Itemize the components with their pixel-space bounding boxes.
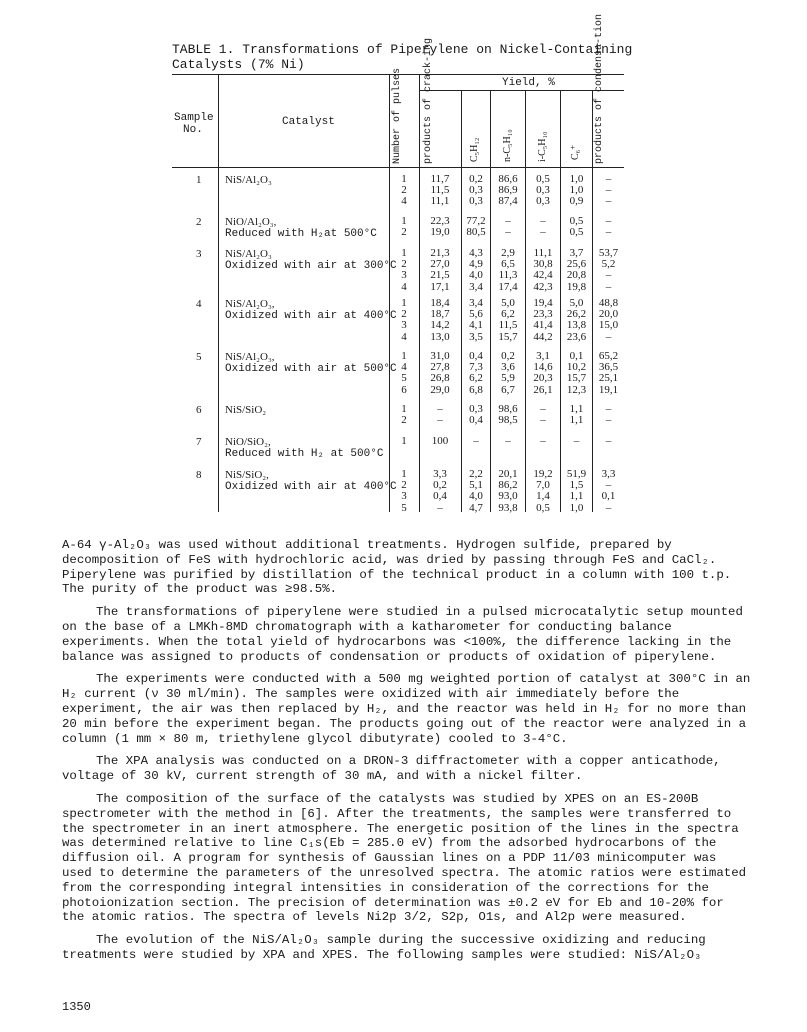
- catalyst-line: NiS/SiO₂: [225, 404, 267, 416]
- value: 22,3: [430, 215, 450, 227]
- value: 31,0: [430, 350, 450, 362]
- caption-line-1: TABLE 1. Transformations of Piperylene on Nickel-Containing: [172, 42, 633, 57]
- value: 11,5: [498, 319, 518, 332]
- value: 53,7: [598, 247, 619, 259]
- value: –: [540, 403, 546, 415]
- value: 48,8: [598, 297, 619, 309]
- catalyst-line: NiS/SiO₂,: [225, 469, 269, 481]
- value: 0,2: [433, 479, 447, 492]
- value: –: [605, 280, 612, 293]
- value-cell-n: [491, 404, 525, 426]
- value: 0,3: [536, 195, 550, 208]
- value: 5,9: [501, 372, 515, 385]
- value-cell-crack: [420, 469, 460, 514]
- value: 0,3: [536, 184, 550, 197]
- value: 23,6: [566, 330, 587, 343]
- value: 0,4: [433, 490, 447, 503]
- value: 13,0: [430, 330, 450, 343]
- value-cell-crack: [420, 351, 460, 396]
- value: 2,9: [501, 247, 515, 259]
- catalyst-line: Oxidized with air at 300°C: [225, 260, 397, 272]
- value-cell-pulses: [390, 248, 418, 293]
- value: 4,0: [469, 269, 483, 282]
- value: 3,3: [433, 468, 447, 480]
- value: 4,3: [469, 247, 483, 259]
- value-cell-n: [491, 248, 525, 293]
- catalyst-line: NiO/SiO₂,: [225, 436, 271, 448]
- value: 29,0: [430, 383, 450, 396]
- value: 0,3: [469, 403, 483, 415]
- value: 3,4: [469, 280, 483, 293]
- value-cell-crack: [420, 298, 460, 343]
- sample-number: 3: [196, 248, 202, 260]
- value-cell-c6: [561, 174, 592, 208]
- value-cell-crack: [420, 216, 460, 238]
- paragraph: The transformations of piperylene were studied in a pulsed microcatalytic setup mounted on the base of a LMKh-8MD chromatograph with a katharometer for conducting balance experiments. When the total yield of hydrocarbons was <100%, the difference lacking in the balance was assigned to products of condensation or products of oxidation of piperylene.: [62, 605, 743, 664]
- sample-number: 2: [196, 216, 202, 228]
- value: 15,7: [566, 372, 587, 385]
- value-cell-cond: [593, 298, 624, 343]
- value: –: [437, 403, 443, 415]
- value: 80,5: [466, 226, 486, 239]
- catalyst-line: NiS/Al₂O₃: [225, 174, 272, 186]
- value-cell-i: [526, 404, 560, 426]
- value: 3,6: [501, 361, 515, 374]
- catalyst-line: Reduced with H₂at 500°C: [225, 228, 377, 240]
- value-cell-c5h12: [462, 469, 490, 514]
- catalyst-cell: [225, 248, 397, 272]
- catalyst-line: Reduced with H₂ at 500°C: [225, 448, 384, 460]
- value-cell-c5h12: [462, 436, 490, 447]
- value: 15,7: [498, 330, 518, 343]
- header-no: No.: [183, 124, 203, 136]
- value-cell-n: [491, 216, 525, 238]
- value-cell-cond: [593, 174, 624, 208]
- value-cell-n: [491, 298, 525, 343]
- catalyst-cell: [225, 351, 397, 375]
- value: –: [505, 435, 511, 447]
- paragraph: The evolution of the NiS/Al₂O₃ sample during the successive oxidizing and reducing treatments were studied by XPA and XPES. The following samples were studied: NiS/Al₂O₃: [62, 933, 706, 962]
- value: 21,3: [430, 247, 450, 259]
- value-cell-cond: [593, 351, 624, 396]
- value-cell-pulses: [390, 404, 418, 426]
- page-number: 1350: [62, 1000, 91, 1014]
- catalyst-cell: [225, 174, 272, 186]
- value: 21,5: [430, 269, 450, 282]
- value-cell-crack: [420, 436, 460, 447]
- value: 0,2: [501, 350, 515, 362]
- value-cell-pulses: [390, 298, 418, 343]
- value: 1: [401, 435, 407, 447]
- value-cell-crack: [420, 248, 460, 293]
- value: 18,7: [430, 308, 450, 321]
- value: 30,8: [533, 258, 553, 271]
- value: 25,1: [598, 372, 619, 385]
- header-c6plus: C₆⁺: [570, 144, 581, 160]
- value: 10,2: [566, 361, 587, 374]
- value: 5,2: [601, 258, 616, 271]
- value: 4: [401, 280, 407, 293]
- value: 1: [401, 403, 407, 415]
- value: 0,2: [469, 173, 483, 185]
- catalyst-cell: [225, 469, 397, 493]
- value-cell-c5h12: [462, 351, 490, 396]
- value: 4,7: [469, 501, 483, 514]
- value-cell-i: [526, 174, 560, 208]
- value-cell-c5h12: [462, 216, 490, 238]
- value-cell-cond: [593, 216, 624, 238]
- value: 6,2: [501, 308, 515, 321]
- value: 0,5: [536, 501, 550, 514]
- value: 26,8: [430, 372, 450, 385]
- value-cell-cond: [593, 469, 624, 514]
- value-cell-pulses: [390, 469, 418, 514]
- value: 1: [401, 350, 407, 362]
- value: 2,2: [469, 468, 483, 480]
- value-cell-c6: [561, 351, 592, 396]
- value: 5,1: [469, 479, 483, 492]
- value: 1,1: [569, 403, 584, 415]
- header-sample: Sample: [174, 112, 214, 124]
- body-text: [62, 538, 752, 971]
- value: 19,0: [430, 226, 450, 239]
- value: 6,8: [469, 383, 483, 396]
- value: 26,2: [566, 308, 587, 321]
- value: 20,8: [566, 269, 587, 282]
- sample-number: 5: [196, 351, 202, 363]
- value: 27,0: [430, 258, 450, 271]
- value: 1,0: [569, 184, 584, 197]
- value: 0,1: [569, 350, 584, 362]
- value: 0,1: [601, 490, 616, 503]
- catalyst-line: NiS/Al₂O₃,: [225, 351, 275, 363]
- value: 1,1: [569, 490, 584, 503]
- value-cell-n: [491, 436, 525, 447]
- catalyst-cell: [225, 216, 377, 240]
- value: 0,4: [469, 350, 483, 362]
- value: 4: [401, 195, 407, 208]
- value: 11,3: [498, 269, 518, 282]
- value: 15,0: [598, 319, 619, 332]
- value: –: [437, 501, 443, 514]
- catalyst-cell: [225, 404, 266, 416]
- sample-number: 7: [196, 436, 202, 448]
- value-cell-c6: [561, 216, 592, 238]
- value: 17,1: [430, 280, 450, 293]
- value: 19,8: [566, 280, 587, 293]
- value: 19,1: [598, 383, 619, 396]
- value: 19,2: [533, 468, 553, 480]
- value: 0,3: [469, 195, 483, 208]
- value: –: [505, 226, 511, 239]
- value: 5,6: [469, 308, 483, 321]
- value-cell-c5h12: [462, 298, 490, 343]
- value: 1: [401, 247, 407, 259]
- value: 3,5: [469, 330, 483, 343]
- value-cell-n: [491, 469, 525, 514]
- value: –: [605, 414, 612, 427]
- value: 77,2: [466, 215, 486, 227]
- value-cell-c5h12: [462, 248, 490, 293]
- value: 2: [401, 226, 407, 239]
- value: 1,0: [569, 501, 584, 514]
- value-cell-c6: [561, 248, 592, 293]
- value: 7,0: [536, 479, 550, 492]
- value: 4,1: [469, 319, 483, 332]
- value-cell-i: [526, 248, 560, 293]
- sample-number: 1: [196, 174, 202, 186]
- value: 1: [401, 173, 407, 185]
- value: 5,0: [501, 297, 515, 309]
- value: 3,3: [601, 468, 616, 480]
- header-nc5h10: n-C₅H₁₀: [502, 129, 513, 162]
- value: –: [605, 173, 612, 185]
- value: 20,1: [498, 468, 518, 480]
- sample-number: 6: [196, 404, 202, 416]
- value: 7,3: [469, 361, 483, 374]
- value: 27,8: [430, 361, 450, 374]
- value: –: [540, 414, 546, 427]
- value: –: [605, 226, 612, 239]
- value-cell-c6: [561, 469, 592, 514]
- catalyst-line: Oxidized with air at 400°C: [225, 310, 397, 322]
- value: 14,2: [430, 319, 450, 332]
- value: 0,9: [569, 195, 584, 208]
- value: –: [605, 215, 612, 227]
- value: –: [605, 479, 612, 492]
- value: 19,4: [533, 297, 553, 309]
- value: 3: [401, 490, 407, 503]
- value: 0,5: [536, 173, 550, 185]
- header-ic5h10: i-C₅H₁₀: [537, 131, 548, 162]
- value: 5: [401, 372, 407, 385]
- header-yield: Yield, %: [502, 77, 555, 89]
- header-catalyst: Catalyst: [282, 116, 335, 128]
- value: 11,7: [430, 173, 450, 185]
- value: 4,0: [469, 490, 483, 503]
- value: –: [605, 195, 612, 208]
- value: 5,0: [569, 297, 584, 309]
- value: 4: [401, 330, 407, 343]
- value: 20,3: [533, 372, 553, 385]
- value: 42,4: [533, 269, 553, 282]
- value: –: [473, 435, 479, 447]
- value: 0,3: [469, 184, 483, 197]
- value-cell-c6: [561, 436, 592, 447]
- value-cell-i: [526, 351, 560, 396]
- value: 6: [401, 383, 407, 396]
- value: 3,4: [469, 297, 483, 309]
- value: 23,3: [533, 308, 553, 321]
- value: –: [437, 414, 443, 427]
- value: –: [605, 269, 612, 282]
- value-cell-crack: [420, 174, 460, 208]
- value: –: [605, 184, 612, 197]
- value-cell-cond: [593, 248, 624, 293]
- catalyst-cell: [225, 298, 397, 322]
- catalyst-line: NiS/Al₂O₃,: [225, 298, 275, 310]
- value: 2: [401, 258, 407, 271]
- value: 86,6: [498, 173, 518, 185]
- sample-number: 8: [196, 469, 202, 481]
- value: 1: [401, 468, 407, 480]
- value: –: [605, 403, 612, 415]
- value: 4,9: [469, 258, 483, 271]
- value: 93,0: [498, 490, 518, 503]
- value: 1,1: [569, 414, 584, 427]
- value-cell-c6: [561, 298, 592, 343]
- value: 2: [401, 479, 407, 492]
- value-cell-c5h12: [462, 174, 490, 208]
- value: 6,2: [469, 372, 483, 385]
- sample-number: 4: [196, 298, 202, 310]
- value: 6,7: [501, 383, 515, 396]
- value: 1,0: [569, 173, 584, 185]
- value: 36,5: [598, 361, 619, 374]
- value: 42,3: [533, 280, 553, 293]
- catalyst-line: NiO/Al₂O₃,: [225, 216, 277, 228]
- value-cell-cond: [593, 404, 624, 426]
- value: –: [540, 226, 546, 239]
- value-cell-i: [526, 216, 560, 238]
- value: 1: [401, 215, 407, 227]
- value: 17,4: [498, 280, 518, 293]
- value: 26,1: [533, 383, 553, 396]
- value-cell-n: [491, 351, 525, 396]
- value: 1: [401, 297, 407, 309]
- catalyst-line: NiS/Al₂O₃: [225, 248, 272, 260]
- value: 93,8: [498, 501, 518, 514]
- value: 12,3: [566, 383, 587, 396]
- header-pulses: Number of pulses: [392, 67, 403, 164]
- value-cell-n: [491, 174, 525, 208]
- value: –: [540, 435, 546, 447]
- value-cell-pulses: [390, 351, 418, 396]
- header-condensation: products of condensa-tion: [594, 13, 605, 164]
- value: 98,5: [498, 414, 518, 427]
- value: 11,1: [430, 195, 450, 208]
- value: 0,5: [569, 226, 584, 239]
- value: –: [540, 215, 546, 227]
- paragraph: The composition of the surface of the catalysts was studied by XPES on an ES-200B spectrometer with the method in [6]. After the treatments, the samples were transferred to the spectrometer in an inert atmosphere. The energetic position of the lines in the spectra was determined relative to line C₁s(Eb = 285.0 eV) from the adsorbed hydrocarbons of the diffusion oil. A program for synthesis of Gaussian lines on a PDP 11/03 minicomputer was used to determine the parameters of the unresolved spectra. The atomic ratios were estimated from the corresponding integral intensities in consideration of the corrections for the photoionization section. The precision of determination was ±0.2 eV for Eb and 10-20% for the atomic ratios. The spectra of levels Ni2p 3/2, S2p, O1s, and Al2p were measured.: [62, 791, 747, 925]
- value-cell-cond: [593, 436, 624, 447]
- value: 2: [401, 414, 407, 427]
- value: 44,2: [533, 330, 553, 343]
- value: 11,5: [430, 184, 450, 197]
- value: 86,9: [498, 184, 518, 197]
- value: 41,4: [533, 319, 553, 332]
- value: 0,4: [469, 414, 483, 427]
- value-cell-pulses: [390, 174, 418, 208]
- value: 20,0: [598, 308, 619, 321]
- value: 51,9: [566, 468, 587, 480]
- catalyst-line: Oxidized with air at 500°C: [225, 363, 397, 375]
- value-cell-i: [526, 436, 560, 447]
- header-cracking: products of crack-ing: [423, 37, 434, 164]
- value: 2: [401, 184, 407, 197]
- value-cell-i: [526, 469, 560, 514]
- value: –: [505, 215, 511, 227]
- value-cell-pulses: [390, 216, 418, 238]
- value: 86,2: [498, 479, 518, 492]
- header-c5h12: C₅H₁₂: [469, 137, 480, 162]
- value: 3,7: [569, 247, 584, 259]
- paragraph: A-64 γ-Al₂O₃ was used without additional treatments. Hydrogen sulfide, prepared by decomposition of FeS with hydrochloric acid, was dried by passing through FeS and CaCl₂. Piperylene was purified by distillation of the technical product in a column with 100 t.p. The purity of the product was ≥98.5%.: [62, 538, 732, 597]
- value: 100: [431, 435, 449, 447]
- value: 1,5: [569, 479, 584, 492]
- value: 3: [401, 319, 407, 332]
- value: 2: [401, 308, 407, 321]
- paragraph: The XPA analysis was conducted on a DRON-3 diffractometer with a copper anticathode, voltage of 30 kV, current strength of 30 mA, and with a nickel filter.: [62, 754, 721, 784]
- value: 87,4: [498, 195, 518, 208]
- value: 13,8: [566, 319, 587, 332]
- value: –: [573, 435, 580, 447]
- value: 3,1: [536, 350, 550, 362]
- value-cell-c5h12: [462, 404, 490, 426]
- value: 6,5: [501, 258, 515, 271]
- catalyst-line: Oxidized with air at 400°C: [225, 481, 397, 493]
- value: 5: [401, 501, 407, 514]
- value: 11,1: [533, 247, 553, 259]
- value: 14,6: [533, 361, 553, 374]
- value: 1,4: [536, 490, 550, 503]
- value: –: [605, 435, 612, 447]
- value-cell-i: [526, 298, 560, 343]
- value-cell-c6: [561, 404, 592, 426]
- catalyst-cell: [225, 436, 383, 460]
- value: 98,6: [498, 403, 518, 415]
- value: 4: [401, 361, 407, 374]
- caption-line-2: Catalysts (7% Ni): [172, 57, 305, 72]
- value-cell-crack: [420, 404, 460, 426]
- value: 65,2: [598, 350, 619, 362]
- value: 25,6: [566, 258, 587, 271]
- value: 0,5: [569, 215, 584, 227]
- value: –: [605, 501, 612, 514]
- value: 18,4: [430, 297, 450, 309]
- value: 3: [401, 269, 407, 282]
- paragraph: The experiments were conducted with a 500 mg weighted portion of catalyst at 300°C in an H₂ current (ν 30 ml/min). The samples were oxidized with air immediately before the experiment, the air was then replaced by H₂, and the reactor was held in H₂ for no more than 20 min before the experiment began. The products going out of the reactor were analyzed in a column (1 mm × 80 m, triethylene glycol dibutyrate) cooled to 3-4°C.: [62, 672, 751, 746]
- value: –: [605, 330, 612, 343]
- value-cell-pulses: [390, 436, 418, 447]
